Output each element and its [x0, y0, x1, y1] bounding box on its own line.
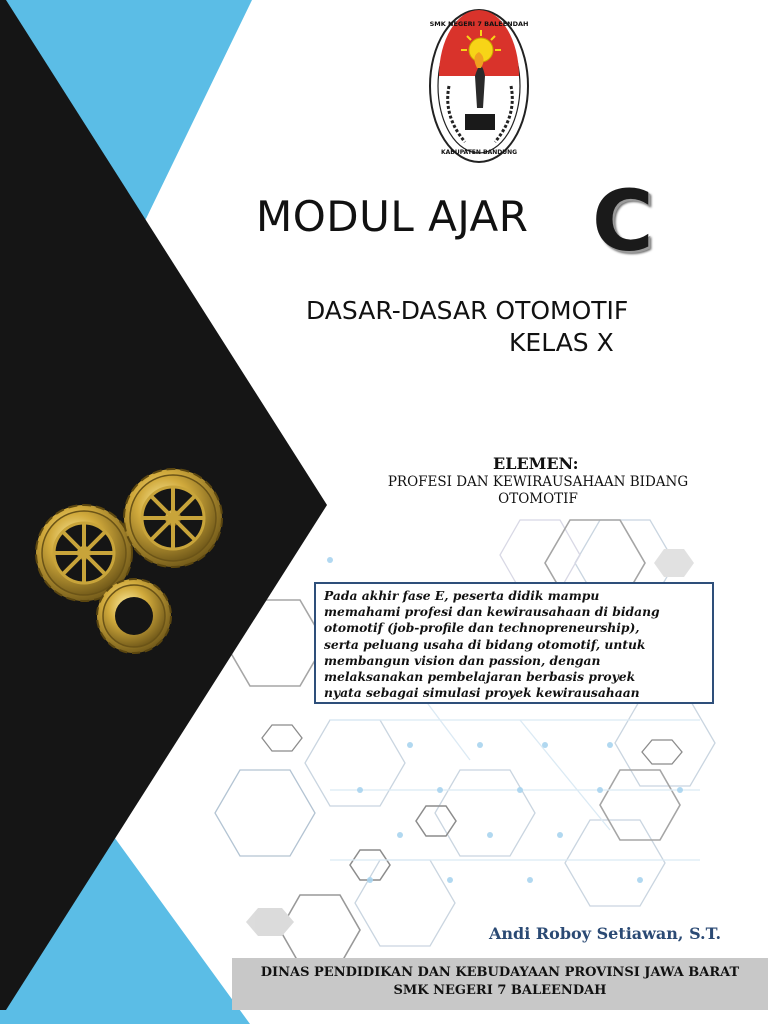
footer-school: SMK NEGERI 7 BALEENDAH — [393, 983, 607, 998]
author-name: Andi Roboy Setiawan, S.T. — [489, 924, 722, 943]
gear-icon — [124, 469, 222, 567]
elemen-title — [352, 474, 724, 508]
objective-line: melaksanakan pembelajaran berbasis proyek — [324, 669, 636, 685]
objective-line: membangun vision dan passion, dengan — [324, 652, 601, 668]
footer-agency: DINAS PENDIDIKAN DAN KEBUDAYAAN PROVINSI JAWA BARAT — [260, 965, 740, 980]
objective-line: serta peluang usaha di bidang otomotif, untuk — [324, 636, 646, 652]
elemen-heading: ELEMEN: — [493, 454, 579, 473]
footer — [232, 964, 768, 1000]
objective-line: nyata sebagai simulasi proyek kewirausahaan — [324, 685, 640, 701]
subject-title: DASAR-DASAR OTOMOTIF — [306, 296, 629, 325]
document-title: MODUL AJAR — [256, 192, 529, 241]
logo-ring-text-bottom: KABUPATEN BANDUNG — [440, 149, 518, 156]
gear-icon — [97, 579, 171, 653]
objective-line: memahami profesi dan kewirausahaan di bidang — [324, 604, 660, 620]
objective-line: otomotif (job-profile dan technopreneurship), — [324, 620, 640, 636]
objective-line: Pada akhir fase E, peserta didik mampu — [324, 588, 600, 603]
elemen-title-line: PROFESI DAN KEWIRAUSAHAAN BIDANG — [387, 474, 689, 490]
elemen-title-line: OTOMOTIF — [498, 491, 578, 507]
logo-ring-text-top: SMK NEGERI 7 BALEENDAH — [429, 20, 529, 28]
learning-objective-box — [314, 582, 714, 704]
school-logo-emblem — [430, 10, 529, 162]
phase-letter: C — [592, 172, 654, 270]
grade-label: KELAS X — [509, 328, 614, 357]
